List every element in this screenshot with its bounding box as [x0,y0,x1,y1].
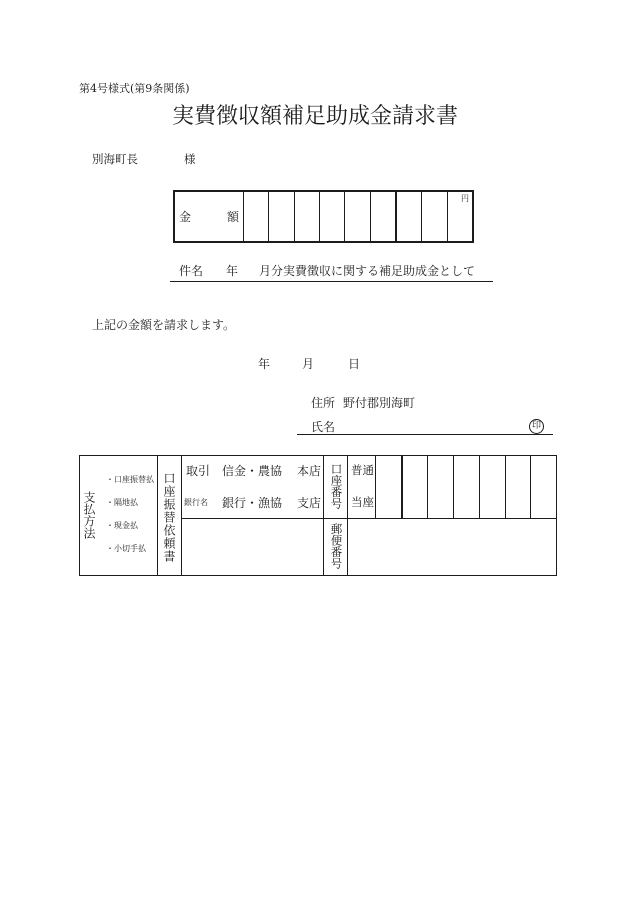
payment-option: ・小切手払 [106,544,146,553]
amount-digit-cell [268,192,293,241]
account-number-label: 口座番号 [329,463,344,509]
amount-digit-cell [395,192,421,241]
transfer-request-label: 口座振替依頼書 [162,472,176,563]
subject-text: 月分実費徴収に関する補足助成金として [259,264,476,278]
document-title: 実費徴収額補足助成金請求書 [171,104,458,129]
postal-code-label: 郵便番号 [329,523,344,569]
name-label: 氏名 [311,420,336,434]
account-type-current: 当座 [351,495,374,509]
subject-line [170,262,493,282]
branch-bottom: 支店 [297,496,322,510]
account-digit-cell [479,456,505,518]
account-type-cell [347,456,375,518]
amount-digit-cell [421,192,446,241]
account-digit-cell [375,456,401,518]
bank-types-top: 信金・農協 [222,464,283,478]
branch-top: 本店 [297,464,322,478]
postal-code-value-cell [347,518,556,575]
payment-table [79,455,557,576]
postal-code-label-cell [323,518,347,575]
address-label: 住所 [311,396,336,410]
amount-digit-cell [447,192,472,241]
date-year: 年 [258,357,271,371]
account-digit-cell [401,456,428,518]
account-digit-cell [505,456,531,518]
amount-digit-cell [370,192,395,241]
account-type-ordinary: 普通 [351,463,374,477]
transfer-request-cell [157,456,181,575]
addressee-name: 別海町長 [92,152,138,166]
date-month: 月 [302,357,315,371]
name-underline [297,434,553,435]
amount-box [173,190,474,243]
account-digit-cell [530,456,556,518]
addressee-honorific: 様 [184,152,196,166]
seal-mark: 印 [529,419,544,434]
account-number-label-cell [323,456,347,518]
bank-types-bottom: 銀行・漁協 [222,496,283,510]
account-digit-cell [453,456,479,518]
date-day: 日 [348,357,361,371]
payment-method-cell [80,456,157,575]
subject-label: 件名 [179,264,204,278]
bank-blank-cell [181,518,323,575]
payment-method-label: 支払方法 [82,491,96,539]
bank-label-top: 取引 [186,464,211,478]
amount-digit-cell [294,192,319,241]
subject-year: 年 [226,264,239,278]
amount-unit: 円 [460,194,469,203]
amount-label: 金 額 [179,209,244,224]
form-number: 第4号様式(第9条関係) [79,82,190,95]
address-value: 野付郡別海町 [343,396,416,410]
bank-name-cell [181,456,323,518]
account-number-digits [375,456,556,518]
amount-digit-cell [319,192,344,241]
amount-digit-cell [243,192,268,241]
bank-label-bottom: 銀行名 [184,498,208,507]
request-statement: 上記の金額を請求します。 [92,318,236,332]
account-digit-cell [427,456,453,518]
payment-option: ・隔地払 [106,498,138,507]
payment-option: ・口座振替払 [106,475,154,484]
payment-option: ・現金払 [106,521,138,530]
amount-digit-cell [344,192,369,241]
